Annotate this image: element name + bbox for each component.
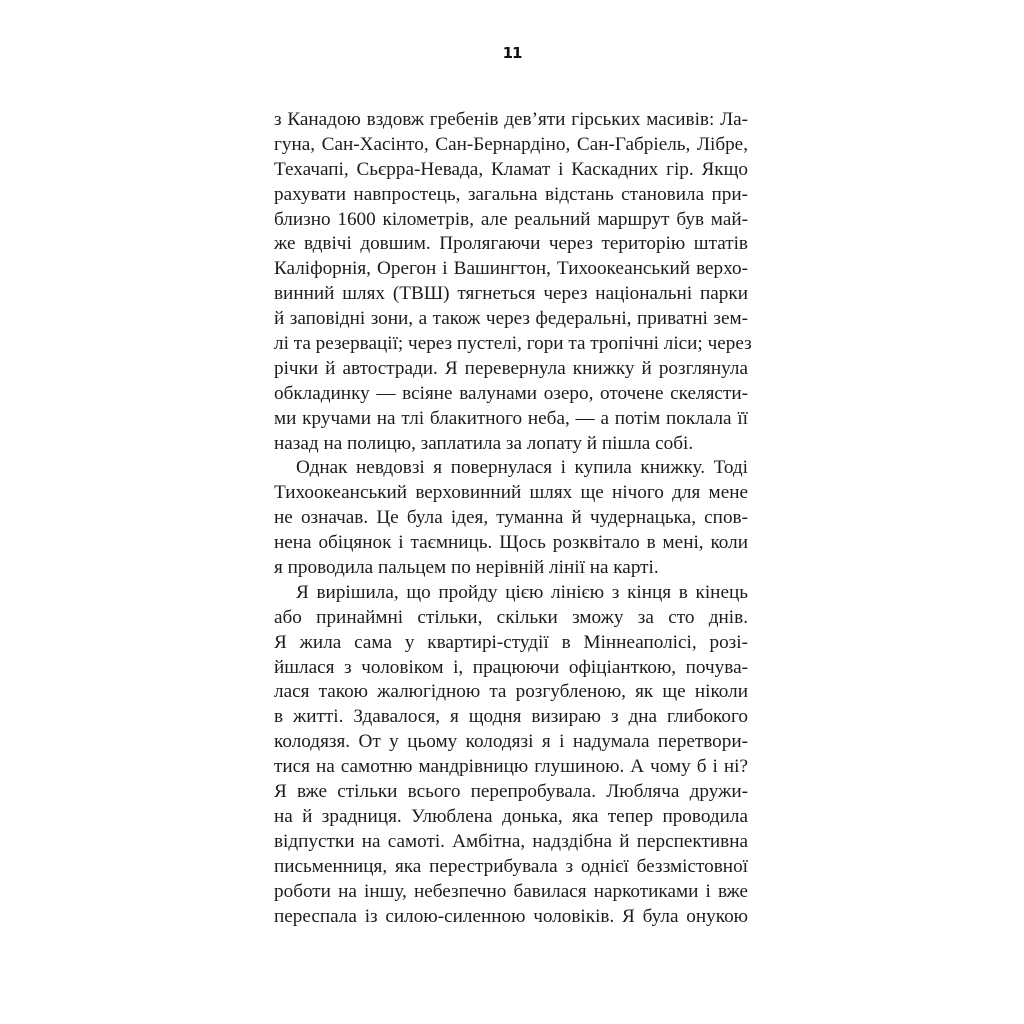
text-line: йшлася з чоловіком і, працюючи офіціанткою, почува- bbox=[274, 656, 748, 678]
text-line: обкладинку — всіяне валунами озеро, оточене скелясти- bbox=[274, 382, 748, 404]
text-line: лася такою жалюгідною та розгубленою, як ще ніколи bbox=[274, 681, 748, 703]
text-line: Однак невдовзі я повернулася і купила книжку. Тоді bbox=[296, 457, 748, 479]
text-line: назад на полицю, заплатила за лопату й пішла собі. bbox=[274, 432, 694, 454]
paragraph-2 bbox=[274, 456, 748, 580]
text-line: винний шлях (ТВШ) тягнеться через національні парки bbox=[274, 283, 748, 305]
text-line: близно 1600 кілометрів, але реальний маршрут був май- bbox=[274, 208, 748, 230]
text-line: на й зрадниця. Улюблена донька, яка тепер проводила bbox=[274, 805, 748, 827]
text-line: лі та резервації; через пустелі, гори та тропічні ліси; через bbox=[274, 333, 752, 355]
text-line: не означав. Це була ідея, туманна й чудернацька, спов- bbox=[274, 507, 748, 529]
text-line: колодязя. От у цьому колодязі я і надумала перетвори- bbox=[274, 731, 748, 753]
text-line: або принаймні стільки, скільки зможу за сто днів. bbox=[274, 606, 748, 628]
text-line: й заповідні зони, а також через федеральні, приватні зем- bbox=[274, 308, 748, 330]
text-line: річки й автостради. Я перевернула книжку й розглянула bbox=[274, 357, 748, 379]
text-line: роботи на іншу, небезпечно бавилася наркотиками і вже bbox=[274, 880, 748, 902]
text-line: письменниця, яка перестрибувала з однієї беззмістовної bbox=[274, 855, 748, 877]
text-line: я проводила пальцем по нерівній лінії на карті. bbox=[274, 557, 659, 579]
text-line: Я жила сама у квартирі-студії в Міннеаполісі, розі- bbox=[274, 631, 748, 653]
text-line: гуна, Сан-Хасінто, Сан-Бернардіно, Сан-Габріель, Лібре, bbox=[274, 133, 748, 155]
text-line: в житті. Здавалося, я щодня визираю з дна глибокого bbox=[274, 706, 748, 728]
text-line: рахувати навпростець, загальна відстань становила при- bbox=[274, 183, 748, 205]
body-text bbox=[274, 108, 752, 929]
paragraph-3 bbox=[274, 581, 748, 929]
page-number: 11 bbox=[502, 44, 522, 62]
paragraph-1 bbox=[274, 108, 752, 456]
text-line: тися на самотню мандрівницю глушиною. А чому б і ні? bbox=[274, 756, 748, 778]
text-line: з Канадою вздовж гребенів дев’яти гірських масивів: Ла- bbox=[274, 109, 748, 130]
text-line: відпустки на самоті. Амбітна, надздібна й перспективна bbox=[274, 830, 748, 852]
text-line: переспала із силою-силенною чоловіків. Я була онукою bbox=[274, 905, 748, 927]
text-line: ми кручами на тлі блакитного неба, — а потім поклала її bbox=[274, 407, 748, 429]
text-line: Тихоокеанський верховинний шлях ще нічого для мене bbox=[274, 482, 748, 504]
text-line: Каліфорнія, Орегон і Вашингтон, Тихоокеанський верхо- bbox=[274, 258, 748, 280]
text-line: Я вирішила, що пройду цією лінією з кінця в кінець bbox=[296, 581, 748, 603]
text-line: Я вже стільки всього перепробувала. Любляча дружи- bbox=[274, 781, 748, 803]
text-line: же вдвічі довшим. Пролягаючи через територію штатів bbox=[274, 233, 748, 255]
text-line: нена обіцянок і таємниць. Щось розквітало в мені, коли bbox=[274, 532, 748, 554]
text-line: Техачапі, Сьєрра-Невада, Кламат і Каскадних гір. Якщо bbox=[274, 158, 748, 180]
